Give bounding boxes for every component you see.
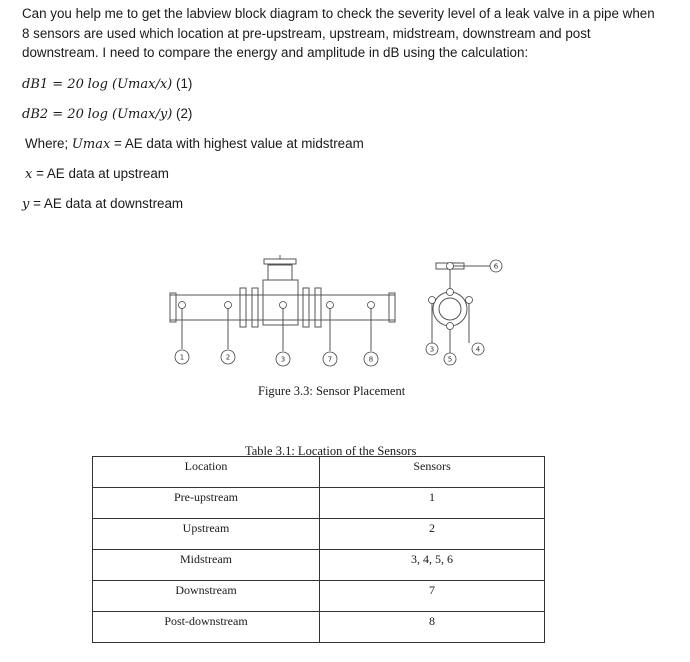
sensor-location-table [92, 456, 545, 643]
x-text: = AE data at upstream [36, 166, 169, 181]
sensors-cell: 3, 4, 5, 6 [320, 550, 545, 581]
y-definition [22, 196, 183, 212]
sensor-placement-diagram [160, 255, 520, 375]
flange-5 [315, 288, 321, 327]
sensor-label-2: 2 [225, 353, 231, 362]
flange-left [170, 293, 176, 322]
valve-side-view [433, 292, 467, 326]
sensor-label-6: 6 [493, 262, 499, 271]
table-row [93, 612, 545, 643]
location-cell: Downstream [93, 581, 320, 612]
eq1-lhs: dB1 = 20 [22, 77, 84, 92]
sensors-cell: 8 [320, 612, 545, 643]
location-cell: Post-downstream [93, 612, 320, 643]
table-row [93, 519, 545, 550]
figure-caption: Figure 3.3: Sensor Placement [258, 384, 406, 398]
equation-2 [22, 106, 192, 122]
flange-2 [240, 288, 246, 327]
table-row [93, 581, 545, 612]
x-var: x [25, 167, 33, 182]
valve-bonnet [268, 265, 292, 280]
y-var: y [22, 197, 30, 212]
table-row [93, 550, 545, 581]
table-row [93, 488, 545, 519]
sensors-cell: 1 [320, 488, 545, 519]
flange-3 [252, 288, 258, 327]
sensors-cell: 2 [320, 519, 545, 550]
eq1-expr: log (Umax/x) [87, 77, 173, 92]
location-cell: Pre-upstream [93, 488, 320, 519]
sensor-label-8: 8 [368, 355, 374, 364]
question-intro: Can you help me to get the labview block diagram to check the severity level of a leak valve in a pipe when 8 sensors are used which location at pre-upstream, upstream, midstream, downstream and post downstream. I need to compare the energy and amplitude in dB using the calculation: [22, 6, 655, 60]
where-line [25, 136, 364, 152]
table-caption: Table 3.1: Location of the Sensors [245, 444, 417, 458]
valve-handwheel [264, 259, 296, 264]
location-cell: Midstream [93, 550, 320, 581]
sensor-label-5: 5 [447, 355, 453, 364]
sensor-label-1: 1 [179, 353, 185, 362]
flange-right [389, 293, 395, 322]
header-location: Location [93, 457, 320, 488]
sensors-cell: 7 [320, 581, 545, 612]
table-header-row [93, 457, 545, 488]
where-var: Umax [71, 137, 111, 152]
sensor-label-3: 3 [280, 355, 286, 364]
eq2-expr: log (Umax/y) [87, 107, 173, 122]
sensor-label-side-3: 3 [429, 345, 435, 354]
sensor-label-7: 7 [327, 355, 333, 364]
flange-4 [303, 288, 309, 327]
where-prefix: Where; [25, 136, 69, 151]
x-definition [25, 166, 169, 182]
where-text: = AE data with highest value at midstream [114, 136, 364, 151]
equation-1 [22, 76, 192, 92]
sensor-label-4: 4 [475, 345, 481, 354]
eq2-lhs: dB2 = 20 [22, 107, 84, 122]
y-text: = AE data at downstream [33, 196, 184, 211]
eq1-number: (1) [176, 76, 193, 91]
location-cell: Upstream [93, 519, 320, 550]
eq2-number: (2) [176, 106, 193, 121]
header-sensors: Sensors [320, 457, 545, 488]
